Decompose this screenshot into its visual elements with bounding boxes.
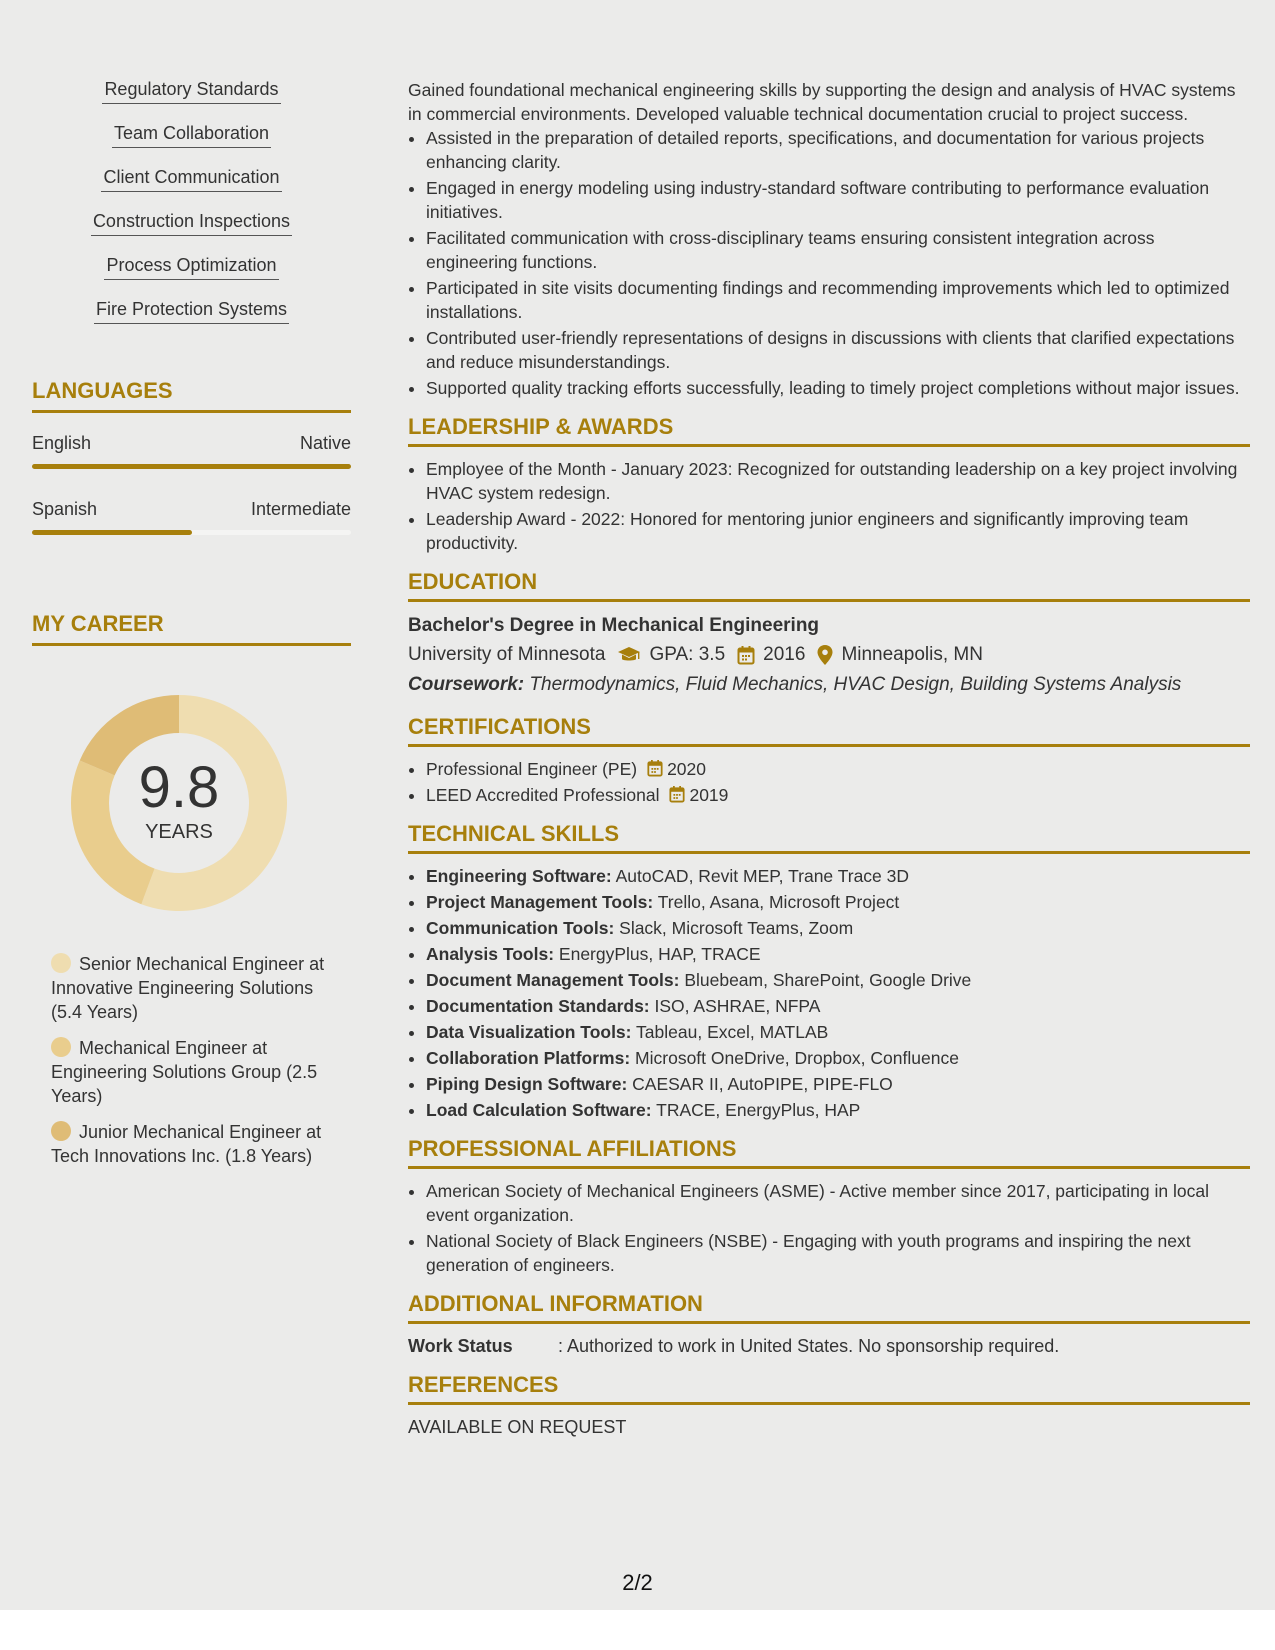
education-degree: Bachelor's Degree in Mechanical Engineering — [408, 615, 820, 636]
education-coursework — [408, 670, 1250, 700]
calendar-icon — [647, 759, 663, 777]
language-name: Spanish — [32, 499, 98, 519]
left-column — [32, 78, 351, 1180]
graduation-cap-icon — [617, 646, 641, 664]
skill-values: Tableau, Excel, MATLAB — [631, 1022, 829, 1042]
coursework-list: Thermodynamics, Fluid Mechanics, HVAC Design, Building Systems Analysis — [524, 674, 1182, 695]
affiliations-list — [408, 1179, 1250, 1277]
language-bar — [32, 530, 351, 535]
career-legend-item — [51, 1036, 331, 1108]
language-level: Native — [299, 433, 351, 453]
skill-values: CAESAR II, AutoPIPE, PIPE-FLO — [627, 1074, 893, 1094]
experience-bullets — [408, 126, 1250, 400]
certification-name: LEED Accredited Professional — [426, 785, 660, 805]
affiliation-item: • American Society of Mechanical Engineers (ASME) - Active member since 2017, participating in local event organization. — [426, 1179, 1250, 1227]
experience-bullet: • Engaged in energy modeling using industry-standard software contributing to performance evaluation initiatives. — [426, 176, 1250, 224]
legend-dot — [51, 1037, 71, 1057]
right-column — [408, 78, 1250, 1439]
references-value: AVAILABLE ON REQUEST — [408, 1417, 627, 1437]
leadership-item: • Leadership Award - 2022: Honored for mentoring junior engineers and significantly improving team productivity. — [426, 507, 1250, 555]
page-number: 2/2 — [622, 1570, 653, 1595]
language-bar-fill — [32, 530, 192, 535]
technical-skill-item — [426, 968, 1250, 992]
career-heading: MY CAREER — [32, 611, 351, 646]
references-heading: REFERENCES — [408, 1372, 1250, 1405]
technical-skill-item — [426, 1046, 1250, 1070]
certification-year: 2020 — [667, 759, 707, 779]
skill-values: Trello, Asana, Microsoft Project — [653, 892, 900, 912]
experience-bullet: • Facilitated communication with cross-disciplinary teams ensuring consistent integration across engineering functions. — [426, 226, 1250, 274]
skill-category: Project Management Tools: — [426, 892, 654, 912]
skill-category: Data Visualization Tools: — [426, 1022, 632, 1042]
skill-category: Load Calculation Software: — [426, 1100, 652, 1120]
career-legend-label: Mechanical Engineer at Engineering Solutions Group (2.5 Years) — [51, 1038, 318, 1106]
language-name: English — [32, 433, 92, 453]
languages-heading: LANGUAGES — [32, 378, 351, 413]
career-legend-label: Junior Mechanical Engineer at Tech Innovations Inc. (1.8 Years) — [51, 1122, 322, 1166]
technical-skills-heading: TECHNICAL SKILLS — [408, 821, 1250, 854]
certification-item — [426, 757, 1250, 781]
technical-skill-item — [426, 1072, 1250, 1096]
experience-intro: Gained foundational mechanical engineering skills by supporting the design and analysis of HVAC systems in commercial environments. Developed valuable technical documentation crucial to project success. — [408, 80, 1236, 124]
leadership-list — [408, 457, 1250, 555]
skill-tag: Process Optimization — [104, 254, 278, 280]
career-legend-item — [51, 952, 331, 1024]
legend-dot — [51, 953, 71, 973]
technical-skill-item — [426, 864, 1250, 888]
skill-values: ISO, ASHRAE, NFPA — [649, 996, 821, 1016]
skill-tag: Regulatory Standards — [102, 78, 280, 104]
skill-category: Documentation Standards: — [426, 996, 650, 1016]
education-school: University of Minnesota — [408, 644, 606, 665]
experience-bullet: • Assisted in the preparation of detailed reports, specifications, and documentation for various projects enhancing clarity. — [426, 126, 1250, 174]
certifications-heading: CERTIFICATIONS — [408, 714, 1250, 747]
language-entry — [32, 499, 351, 535]
skill-category: Communication Tools: — [426, 918, 615, 938]
leadership-item: • Employee of the Month - January 2023: Recognized for outstanding leadership on a key project involving HVAC system redesign. — [426, 457, 1250, 505]
page-gap — [0, 1610, 1275, 1650]
additional-info-heading: ADDITIONAL INFORMATION — [408, 1291, 1250, 1324]
certifications-list — [408, 757, 1250, 807]
language-level: Intermediate — [250, 499, 351, 519]
skill-values: TRACE, EnergyPlus, HAP — [651, 1100, 861, 1120]
skill-tag: Construction Inspections — [91, 210, 292, 236]
technical-skill-item — [426, 942, 1250, 966]
skill-category: Collaboration Platforms: — [426, 1048, 631, 1068]
experience-bullet: • Supported quality tracking efforts successfully, leading to timely project completions without major issues. — [426, 376, 1250, 400]
career-total-unit: YEARS — [145, 821, 213, 843]
skill-category: Engineering Software: — [426, 866, 612, 886]
technical-skill-item — [426, 1020, 1250, 1044]
career-total-years: 9.8 — [138, 755, 220, 820]
education-details — [408, 640, 1250, 670]
donut-center — [64, 688, 294, 918]
certification-name: Professional Engineer (PE) — [426, 759, 638, 779]
education-heading: EDUCATION — [408, 569, 1250, 602]
skill-tag: Fire Protection Systems — [94, 298, 289, 324]
skill-category: Analysis Tools: — [426, 944, 555, 964]
skill-tag: Client Communication — [101, 166, 281, 192]
technical-skill-item — [426, 916, 1250, 940]
language-entry — [32, 433, 351, 469]
experience-bullet: • Contributed user-friendly representations of designs in discussions with clients that clarified expectations and reduce misunderstandings. — [426, 326, 1250, 374]
leadership-heading: LEADERSHIP & AWARDS — [408, 414, 1250, 447]
education-location: Minneapolis, MN — [841, 644, 983, 665]
work-status-label: Work Status — [408, 1336, 513, 1356]
skill-category: Document Management Tools: — [426, 970, 680, 990]
coursework-label: Coursework: — [408, 674, 525, 695]
affiliation-item: • National Society of Black Engineers (NSBE) - Engaging with youth programs and inspiring the next generation of engineers. — [426, 1229, 1250, 1277]
career-donut-chart — [64, 688, 294, 918]
certification-year: 2019 — [689, 785, 729, 805]
technical-skill-item — [426, 890, 1250, 914]
legend-dot — [51, 1121, 71, 1141]
education-gpa: GPA: 3.5 — [649, 644, 726, 665]
work-status-value: : Authorized to work in United States. No sponsorship required. — [558, 1336, 1060, 1356]
affiliations-heading: PROFESSIONAL AFFILIATIONS — [408, 1136, 1250, 1169]
skill-list — [32, 78, 351, 342]
career-legend-item — [51, 1120, 331, 1168]
skill-values: Bluebeam, SharePoint, Google Drive — [679, 970, 972, 990]
technical-skill-item — [426, 994, 1250, 1018]
work-status — [408, 1334, 1250, 1358]
skill-values: Slack, Microsoft Teams, Zoom — [614, 918, 854, 938]
language-bar — [32, 464, 351, 469]
education-year: 2016 — [763, 644, 806, 665]
technical-skills-list — [408, 864, 1250, 1122]
experience-bullet: • Participated in site visits documenting findings and recommending improvements which led to optimized installations. — [426, 276, 1250, 324]
certification-item — [426, 783, 1250, 807]
career-legend — [32, 952, 331, 1168]
skill-values: EnergyPlus, HAP, TRACE — [554, 944, 761, 964]
language-bar-fill — [32, 464, 351, 469]
skill-tag: Team Collaboration — [112, 122, 271, 148]
career-legend-label: Senior Mechanical Engineer at Innovative Engineering Solutions (5.4 Years) — [51, 954, 325, 1022]
location-pin-icon — [817, 645, 833, 665]
skill-values: AutoCAD, Revit MEP, Trane Trace 3D — [611, 866, 910, 886]
calendar-icon — [669, 785, 685, 803]
skill-category: Piping Design Software: — [426, 1074, 628, 1094]
technical-skill-item — [426, 1098, 1250, 1122]
skill-values: Microsoft OneDrive, Dropbox, Confluence — [630, 1048, 959, 1068]
calendar-icon — [737, 645, 755, 665]
